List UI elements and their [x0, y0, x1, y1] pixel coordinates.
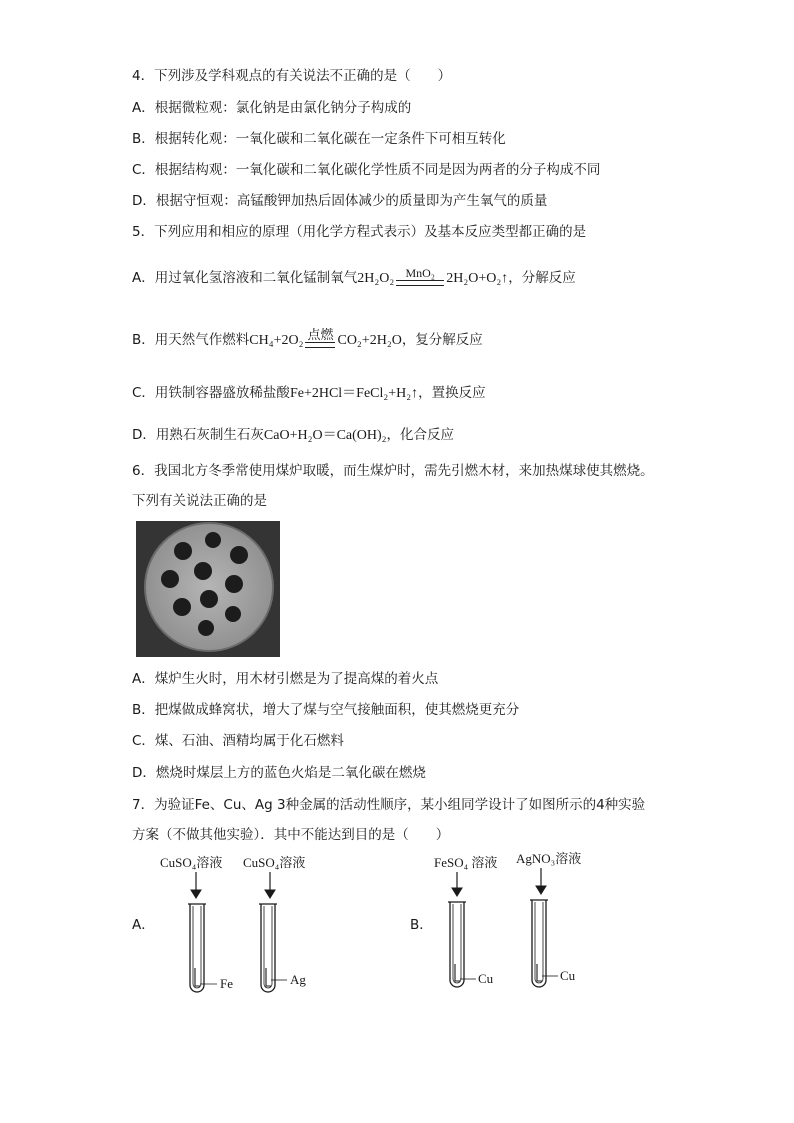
q6-stem-line1: 6．我国北方冬季常使用煤炉取暖，而生煤炉时，需先引燃木材，来加热煤球使其燃烧。 — [132, 463, 654, 479]
a-tube2-label: CuSO₄溶液 — [243, 855, 306, 870]
q5-c-type: ，置换反应 — [418, 385, 486, 401]
b-tube1-label: FeSO₄ 溶液 — [434, 855, 498, 870]
q5-a-left: 2H₂O₂ — [357, 271, 395, 286]
q5-b-text: B．用天然气作燃料 — [132, 332, 250, 348]
b-arrow-1 — [452, 872, 462, 896]
q7-diagram-a — [155, 850, 335, 1000]
a-tube1-label: CuSO₄溶液 — [160, 855, 223, 870]
b-arrow-2 — [536, 868, 546, 894]
q6-option-d: D．燃烧时煤层上方的蓝色火焰是二氧化碳在燃烧 — [132, 765, 426, 781]
q5-b-right: CO₂+2H₂O — [337, 333, 402, 348]
q7-stem-line2: 方案（不做其他实验）．其中不能达到目的是（ ） — [132, 827, 450, 843]
a-arrow-1 — [191, 872, 201, 898]
q7-option-a-label: A． — [132, 917, 155, 933]
q6-option-c: C．煤、石油、酒精均属于化石燃料 — [132, 733, 344, 749]
q5-c-equation: Fe+2HCl＝FeCl₂+H₂↑ — [289, 386, 419, 401]
q5-a-type: ，分解反应 — [508, 270, 576, 286]
q6-stem-line2: 下列有关说法正确的是 — [132, 493, 267, 509]
q4-option-c: C．根据结构观：一氧化碳和二氧化碳化学性质不同是因为两者的分子构成不同 — [132, 162, 601, 178]
q4-stem: 4．下列涉及学科观点的有关说法不正确的是（ ） — [132, 68, 452, 84]
b-test-tube-1 — [448, 902, 466, 987]
q5-stem: 5．下列应用和相应的原理（用化学方程式表示）及基本反应类型都正确的是 — [132, 224, 587, 240]
q7-stem-line1: 7．为验证Fe、Cu、Ag 3种金属的活动性顺序，某小组同学设计了如图所示的4种实验 — [132, 797, 646, 813]
q5-d-text: D．用熟石灰制生石灰 — [132, 427, 264, 443]
q5-option-a — [132, 258, 576, 299]
q5-b-left: CH₄+2O₂ — [249, 333, 304, 348]
q5-d-equation: CaO+H₂O＝Ca(OH)₂ — [263, 428, 387, 443]
q4-option-b: B．根据转化观：一氧化碳和二氧化碳在一定条件下可相互转化 — [132, 131, 506, 147]
q4-option-a: A．根据微粒观：氯化钠是由氯化钠分子构成的 — [132, 100, 412, 116]
b-test-tube-2 — [530, 900, 548, 987]
q5-a-right: 2H₂O+O₂↑ — [446, 271, 509, 286]
a-arrow-2 — [265, 872, 275, 898]
b-tube1-metal: Cu — [478, 971, 494, 986]
honeycomb-briquette-photo — [136, 521, 280, 657]
q7-diagram-b — [430, 848, 600, 998]
q5-c-text: C．用铁制容器盛放稀盐酸 — [132, 385, 290, 401]
a-test-tube-1 — [188, 904, 206, 992]
q6-option-a: A．煤炉生火时，用木材引燃是为了提高煤的着火点 — [132, 671, 439, 687]
q5-a-condition: MnO₂ — [396, 267, 444, 290]
q5-b-condition: 点燃 — [305, 329, 335, 352]
q6-option-b: B．把煤做成蜂窝状，增大了煤与空气接触面积，使其燃烧更充分 — [132, 702, 520, 718]
q5-b-type: ，复分解反应 — [401, 332, 483, 348]
q5-option-b — [132, 320, 483, 361]
q5-option-d — [132, 426, 454, 445]
a-test-tube-2 — [259, 904, 277, 992]
q5-option-c — [132, 384, 486, 403]
b-tube2-label: AgNO₃溶液 — [516, 851, 582, 866]
q5-d-type: ，化合反应 — [386, 427, 455, 443]
a-tube2-metal: Ag — [290, 972, 306, 987]
b-tube2-metal: Cu — [560, 968, 576, 983]
a-tube1-metal: Fe — [220, 976, 233, 991]
q4-option-d: D．根据守恒观：高锰酸钾加热后固体减少的质量即为产生氧气的质量 — [132, 193, 548, 209]
q5-a-text: A．用过氧化氢溶液和二氧化锰制氧气 — [132, 270, 358, 286]
q7-option-b-label: B． — [410, 917, 433, 933]
